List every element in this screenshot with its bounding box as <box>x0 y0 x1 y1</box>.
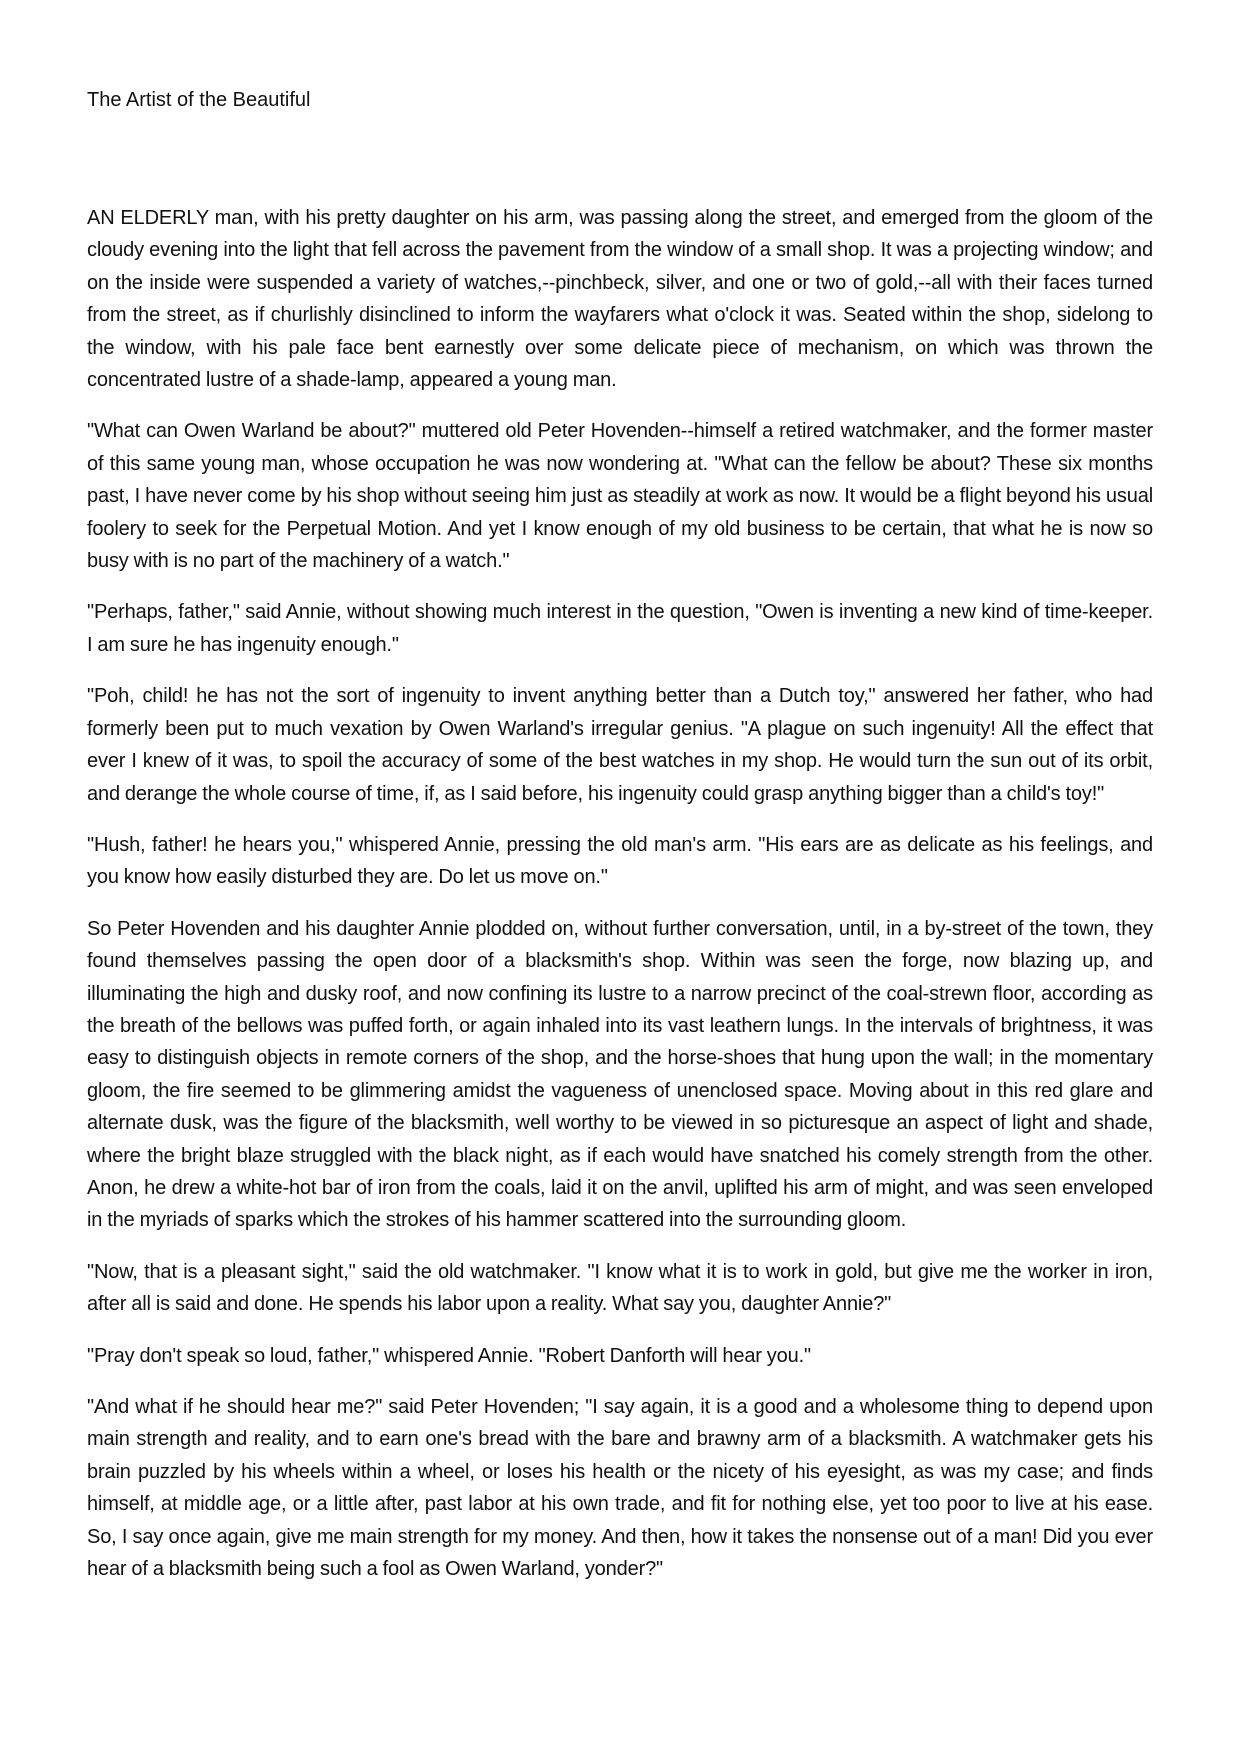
paragraph-7: "Now, that is a pleasant sight," said the old watchmaker. "I know what it is to work in gold, but give me the worker in iron, after all is said and done. He spends his labor upon a reality. What say you, daughter Annie?" <box>87 1260 1153 1316</box>
document-body <box>87 202 1153 1585</box>
paragraph-5: "Hush, father! he hears you," whispered Annie, pressing the old man's arm. "His ears are as delicate as his feelings, and you know how easily disturbed they are. Do let us move on." <box>87 833 1153 889</box>
document-page <box>87 84 1153 1604</box>
paragraph-1: AN ELDERLY man, with his pretty daughter on his arm, was passing along the street, and emerged from the gloom of the cloudy evening into the light that fell across the pavement from the window of a small shop. It was a projecting window; and on the inside were suspended a variety of watches,--pinchbeck, silver, and one or two of gold,--all with their faces turned from the street, as if churlishly disinclined to inform the wayfarers what o'clock it was. Seated within the shop, sidelong to the window, with his pale face bent earnestly over some delicate piece of mechanism, on which was thrown the concentrated lustre of a shade-lamp, appeared a young man. <box>87 207 1153 392</box>
paragraph-6: So Peter Hovenden and his daughter Annie plodded on, without further conversation, until, in a by-street of the town, they found themselves passing the open door of a blacksmith's shop. Within was seen the forge, now blazing up, and illuminating the high and dusky roof, and now confining its lustre to a narrow precinct of the coal-strewn floor, according as the breath of the bellows was puffed forth, or again inhaled into its vast leathern lungs. In the intervals of brightness, it was easy to distinguish objects in remote corners of the shop, and the horse-shoes that hung upon the wall; in the momentary gloom, the fire seemed to be glimmering amidst the vagueness of unenclosed space. Moving about in this red glare and alternate dusk, was the figure of the blacksmith, well worthy to be viewed in so picturesque an aspect of light and shade, where the bright blaze struggled with the black night, as if each would have snatched his comely strength from the other. Anon, he drew a white-hot bar of iron from the coals, laid it on the anvil, uplifted his arm of might, and was seen enveloped in the myriads of sparks which the strokes of his hammer scattered into the surrounding gloom. <box>87 917 1153 1232</box>
document-title: The Artist of the Beautiful <box>87 89 311 111</box>
paragraph-9: "And what if he should hear me?" said Peter Hovenden; "I say again, it is a good and a wholesome thing to depend upon main strength and reality, and to earn one's bread with the bare and brawny arm of a blacksmith. A watchmaker gets his brain puzzled by his wheels within a wheel, or loses his health or the nicety of his eyesight, as was my case; and finds himself, at middle age, or a little after, past labor at his own trade, and fit for nothing else, yet too poor to live at his ease. So, I say once again, give me main strength for my money. And then, how it takes the nonsense out of a man! Did you ever hear of a blacksmith being such a fool as Owen Warland, yonder?" <box>87 1396 1153 1581</box>
paragraph-4: "Poh, child! he has not the sort of ingenuity to invent anything better than a Dutch toy," answered her father, who had formerly been put to much vexation by Owen Warland's irregular genius. "A plague on such ingenuity! All the effect that ever I knew of it was, to spoil the accuracy of some of the best watches in my shop. He would turn the sun out of its orbit, and derange the whole course of time, if, as I said before, his ingenuity could grasp anything bigger than a child's toy!" <box>87 685 1153 805</box>
paragraph-3: "Perhaps, father," said Annie, without showing much interest in the question, "Owen is inventing a new kind of time-keeper. I am sure he has ingenuity enough." <box>87 601 1153 656</box>
paragraph-2: "What can Owen Warland be about?" muttered old Peter Hovenden--himself a retired watchmaker, and the former master of this same young man, whose occupation he was now wondering at. "What can the fellow be about? These six months past, I have never come by his shop without seeing him just as steadily at work as now. It would be a flight beyond his usual foolery to seek for the Perpetual Motion. And yet I know enough of my old business to be certain, that what he is now so busy with is no part of the machinery of a watch." <box>87 420 1153 573</box>
paragraph-8: "Pray don't speak so loud, father," whispered Annie. "Robert Danforth will hear you." <box>87 1344 811 1367</box>
